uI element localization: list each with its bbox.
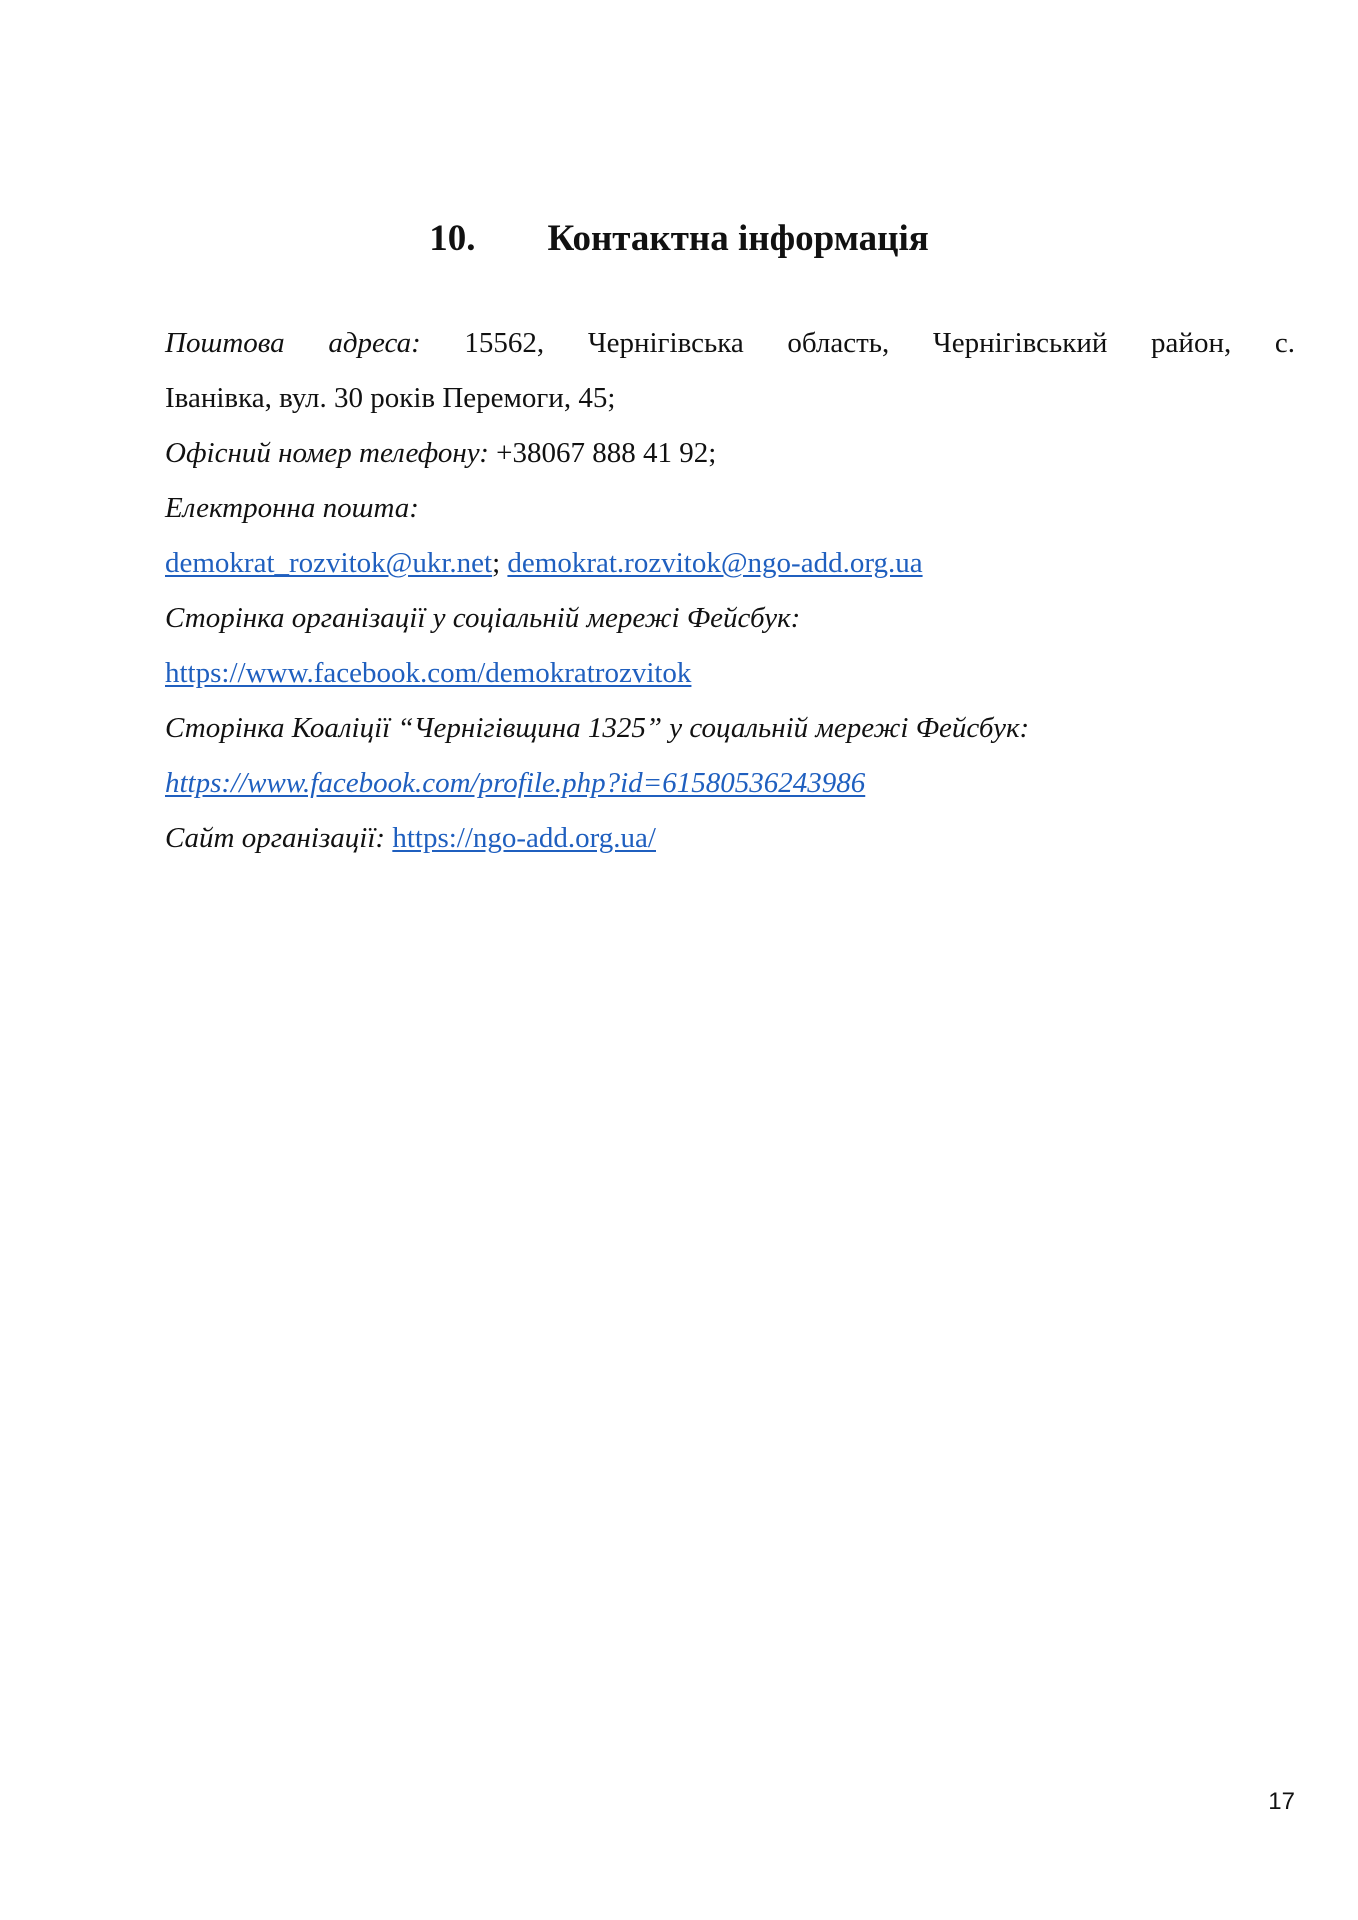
website-line — [165, 811, 1295, 866]
email-label: Електронна пошта: — [165, 492, 419, 524]
email-link-ngo[interactable]: demokrat.rozvitok@ngo-add.org.ua — [507, 547, 923, 579]
address-value-part1: 15562, Чернігівська область, Чернігівський район, с. — [464, 327, 1295, 359]
page-number: 17 — [1268, 1788, 1295, 1815]
email-link-ukr[interactable]: demokrat_rozvitok@ukr.net — [165, 547, 493, 579]
facebook-coalition-link[interactable]: https://www.facebook.com/profile.php?id=61580536243986 — [165, 767, 866, 799]
email-links-line — [165, 536, 1295, 591]
section-number: 10. — [429, 218, 476, 259]
email-separator: ; — [492, 547, 501, 579]
website-link[interactable]: https://ngo-add.org.ua/ — [392, 822, 656, 854]
section-title: Контактна інформація — [547, 218, 929, 259]
phone-line — [165, 426, 1295, 481]
phone-value: +38067 888 41 92; — [496, 437, 717, 469]
address-line-1 — [165, 316, 1295, 371]
address-line-2: Іванівка, вул. 30 років Перемоги, 45; — [165, 382, 616, 414]
facebook-org-link[interactable]: https://www.facebook.com/demokratrozvitok — [165, 657, 692, 689]
website-label: Сайт організації: — [165, 822, 386, 854]
phone-label: Офісний номер телефону: — [165, 437, 489, 469]
address-label: Поштова адреса: — [165, 327, 421, 359]
section-heading — [0, 214, 1358, 264]
facebook-org-label: Сторінка організації у соціальній мережі Фейсбук: — [165, 602, 801, 634]
facebook-coalition-label: Сторінка Коаліції “Чернігівщина 1325” у соцальній мережі Фейсбук: — [165, 712, 1030, 744]
contact-info-block — [165, 316, 1295, 866]
facebook-coalition-link-line — [165, 756, 1295, 811]
facebook-org-link-line — [165, 646, 1295, 701]
